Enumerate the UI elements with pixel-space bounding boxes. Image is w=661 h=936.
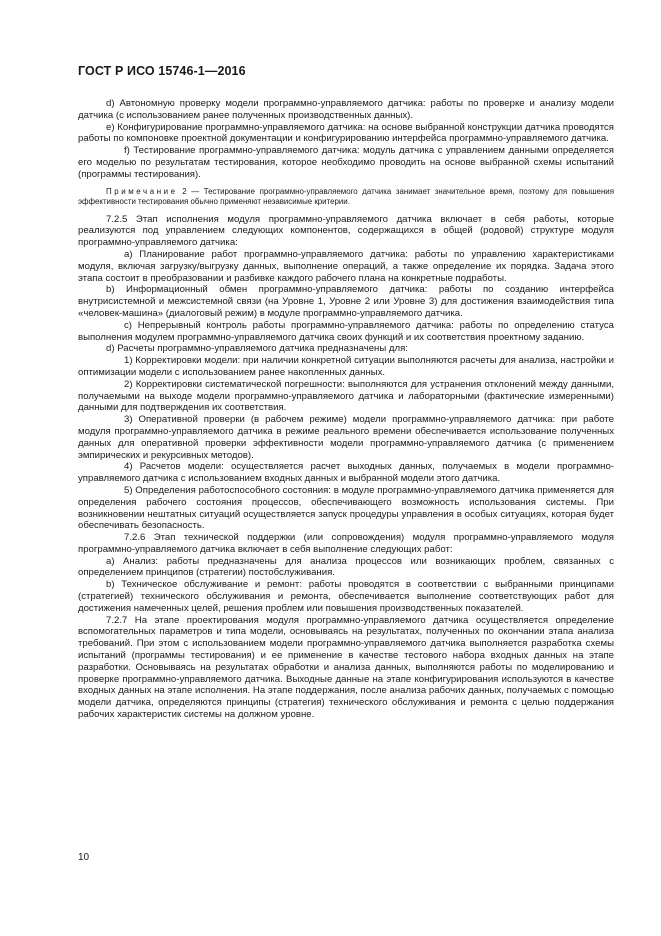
paragraph: e) Конфигурирование программно-управляемого датчика: на основе выбранной конструкции датчика проводятся работы по компоновке проектной документации и конфигурированию интерфейса программно-управляемого датчика. [78,121,614,145]
paragraph: 2) Корректировки систематической погрешности: выполняются для устранения отклонений между данными, получаемыми на выходе модели программно-управляемого датчика и лабораторными (фактические измеренными) данными для подтверждения их соответствия. [78,378,614,414]
paragraph-group-1 [78,98,614,181]
paragraph: 7.2.7 На этапе проектирования модуля программно-управляемого датчика осуществляется определение вспомогательных параметров и типа модели, основываясь на результатах, полученных по окончании этапа анализа требований. При этом с использованием модели программно-управляемого датчика выполняется разработка схемы испытаний (программы тестирования) и ее применение в качестве тестового набора входных данных на этапе разработки. Основываясь на результатах обработки и анализа данных, выполняются работы по моделированию и проверке программно-управляемого датчика. Выходные данные на этапе конфигурирования используются в качестве входных данных на этапе исполнения. На этапе поддержания, после анализа рабочих данных, получаемых с помощью модели датчика, определяются принципы (стратегия) технического обслуживания и ремонта с целью поддержания рабочих характеристик системы на должном уровне. [78,614,614,721]
paragraph: 7.2.5 Этап исполнения модуля программно-управляемого датчика включает в себя работы, которые реализуются под управлением следующих компонентов, содержащихся в общей (родовой) структуре модуля программно-управляемого датчика: [78,213,614,249]
note-paragraph [78,187,614,207]
paragraph: a) Планирование работ программно-управляемого датчика: работы по управлению характеристиками модуля, включая загрузку/выгрузку данных, выполнение операций, а также определение их порядка. Задача этого этапа состоит в преобразовании и разбивке каждого рабочего плана на конкретные подработы. [78,248,614,284]
document-header: ГОСТ Р ИСО 15746-1—2016 [78,64,246,78]
paragraph: d) Расчеты программно-управляемого датчика предназначены для: [106,343,408,355]
paragraph: 3) Оперативной проверки (в рабочем режиме) модели программно-управляемого датчика: при работе модуля программно-управляемого датчика в режиме реального времени обеспечивается использование полученных данных для оперативной проверки эффективности модели программно-управляемого датчика (с применением эмпирических и рекурсивных методов). [78,414,614,461]
paragraph: 1) Корректировки модели: при наличии конкретной ситуации выполняются расчеты для анализа, настройки и оптимизации модели с использованием ранее накопленных данных. [78,355,614,378]
paragraph: c) Непрерывный контроль работы программно-управляемого датчика: работы по определению статуса выполнения модулем программно-управляемого датчика своих функций и их соответствия проектному заданию. [78,319,614,343]
paragraph: d) Автономную проверку модели программно-управляемого датчика: работы по проверке и анализу модели датчика (с использованием ранее полученных производственных данных). [78,98,614,121]
paragraph: 7.2.6 Этап технической поддержки (или сопровождения) модуля программно-управляемого модуля программно-управляемого датчика включает в себя выполнение следующих работ: [78,532,614,555]
paragraph-group-2 [78,214,614,721]
paragraph: b) Техническое обслуживание и ремонт: работы проводятся в соответствии с выбранными принципами (стратегией) технического обслуживания и ремонта, обеспечивается выполнение соответствующих работ для достижения намеченных целей, решения проблем или повышения производственных показателей. [78,579,614,614]
paragraph: 4) Расчетов модели: осуществляется расчет выходных данных, получаемых в модели программно-управляемого датчика с использованием входных данных и выбранной модели этого датчика. [78,461,614,485]
paragraph: f) Тестирование программно-управляемого датчика: модуль датчика с управлением данными определяется его моделью по результатам тестирования, которое необходимо проводить на основе выбранной схемы испытаний (программы тестирования). [78,145,614,180]
paragraph: 5) Определения работоспособного состояния: в модуле программно-управляемого датчика применяется для определения рабочего состояния процессов, обеспечивающего возможность использования системы. При возникновении нештатных ситуаций осуществляется запуск процедуры управления в особых ситуациях, которая будет обеспечивать безопасность. [78,484,614,532]
document-body [78,98,614,721]
page-number: 10 [78,852,90,863]
note-text: 2 — Тестирование программно-управляемого датчика занимает значительное время, поэтому для повышения эффективности тестирования обычно применяют независимые критерии. [78,186,614,206]
note-label: Примечание [106,186,178,196]
paragraph: a) Анализ: работы предназначены для анализа процессов или возникающих проблем, связанных с определением принципов (стратегии) постобслуживания. [78,555,614,579]
paragraph: b) Информационный обмен программно-управляемого датчика: работы по созданию интерфейса внутрисистемной и межсистемной связи (на Уровне 1, Уровне 2 или Уровне 3) для достижения взаимодействия типа «человек-машина» (диалоговый режим) в модуле программно-управляемого датчика. [78,284,614,319]
